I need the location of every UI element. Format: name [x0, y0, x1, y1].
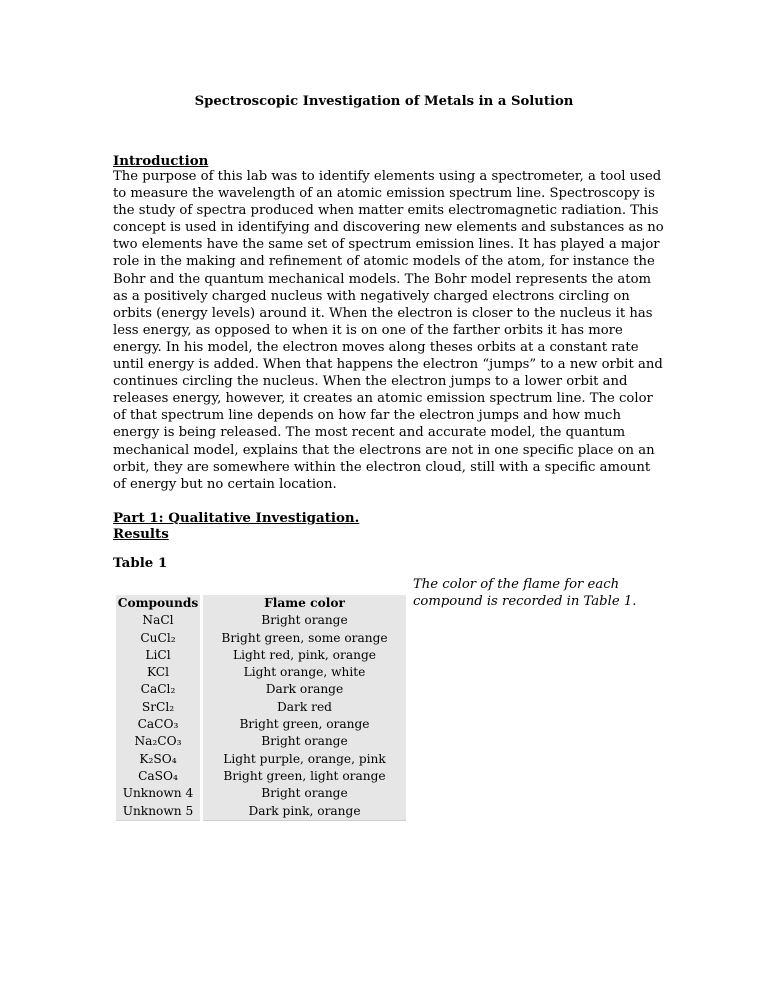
- table-row: [116, 733, 406, 750]
- part1-heading: Part 1: Qualitative Investigation.: [113, 510, 360, 526]
- compound-cell: KCl: [116, 664, 200, 681]
- table-row: [116, 664, 406, 681]
- compound-cell: K₂SO₄: [116, 751, 200, 768]
- compound-cell: CaCO₃: [116, 716, 200, 733]
- header-compounds: Compounds: [116, 595, 200, 612]
- flame-color-cell: Bright orange: [203, 733, 406, 750]
- page-title: Spectroscopic Investigation of Metals in a Solution: [194, 94, 574, 109]
- table-row: [116, 681, 406, 698]
- flame-color-cell: Bright green, some orange: [203, 630, 406, 647]
- flame-color-cell: Light red, pink, orange: [203, 647, 406, 664]
- flame-color-cell: Dark pink, orange: [203, 803, 406, 821]
- compound-cell: CuCl₂: [116, 630, 200, 647]
- table-row: [116, 803, 406, 821]
- flame-color-cell: Light orange, white: [203, 664, 406, 681]
- table-header-row: [116, 595, 406, 612]
- compound-cell: CaSO₄: [116, 768, 200, 785]
- table-row: [116, 768, 406, 785]
- table-row: [116, 699, 406, 716]
- table-row: [116, 785, 406, 802]
- compound-cell: Na₂CO₃: [116, 733, 200, 750]
- flame-color-cell: Bright orange: [203, 785, 406, 802]
- compound-cell: SrCl₂: [116, 699, 200, 716]
- table-caption: The color of the flame for each compound is recorded in Table 1.: [413, 577, 637, 609]
- table-row: [116, 630, 406, 647]
- compound-cell: Unknown 4: [116, 785, 200, 802]
- compound-cell: LiCl: [116, 647, 200, 664]
- flame-color-cell: Bright green, light orange: [203, 768, 406, 785]
- compound-cell: CaCl₂: [116, 681, 200, 698]
- flame-color-cell: Light purple, orange, pink: [203, 751, 406, 768]
- flame-color-cell: Dark orange: [203, 681, 406, 698]
- compound-cell: NaCl: [116, 612, 200, 629]
- header-flame-color: Flame color: [203, 595, 406, 612]
- compound-cell: Unknown 5: [116, 803, 200, 821]
- table-row: [116, 647, 406, 664]
- flame-color-cell: Bright green, orange: [203, 716, 406, 733]
- results-heading: Results: [113, 526, 169, 542]
- flame-color-cell: Bright orange: [203, 612, 406, 629]
- flame-color-table: [113, 595, 409, 821]
- introduction-body: The purpose of this lab was to identify elements using a spectrometer, a tool used to measure the wavelength of an atomic emission spectrum line. Spectroscopy is the study of spectra produced when matter emits electromagnetic radiation. This concept is used in identifying and discovering new elements and substances as no two elements have the same set of spectrum emission lines. It has played a major role in the making and refinement of atomic models of the atom, for instance the Bohr and the quantum mechanical models. The Bohr model represents the atom as a positively charged nucleus with negatively charged electrons circling on orbits (energy levels) around it. When the electron is closer to the nucleus it has less energy, as opposed to when it is on one of the farther orbits it has more energy. In his model, the electron moves along theses orbits at a constant rate until energy is added. When that happens the electron “jumps” to a new orbit and continues circling the nucleus. When the electron jumps to a lower orbit and releases energy, however, it creates an atomic emission spectrum line. The color of that spectrum line depends on how far the electron jumps and how much energy is being released. The most recent and accurate model, the quantum mechanical model, explains that the electrons are not in one specific place on an orbit, they are somewhere within the electron cloud, still with a specific amount of energy but no certain location.: [113, 169, 664, 492]
- table-row: [116, 751, 406, 768]
- flame-color-cell: Dark red: [203, 699, 406, 716]
- table-label: Table 1: [113, 555, 168, 571]
- table-row: [116, 716, 406, 733]
- introduction-heading: Introduction: [113, 153, 209, 169]
- table-row: [116, 612, 406, 629]
